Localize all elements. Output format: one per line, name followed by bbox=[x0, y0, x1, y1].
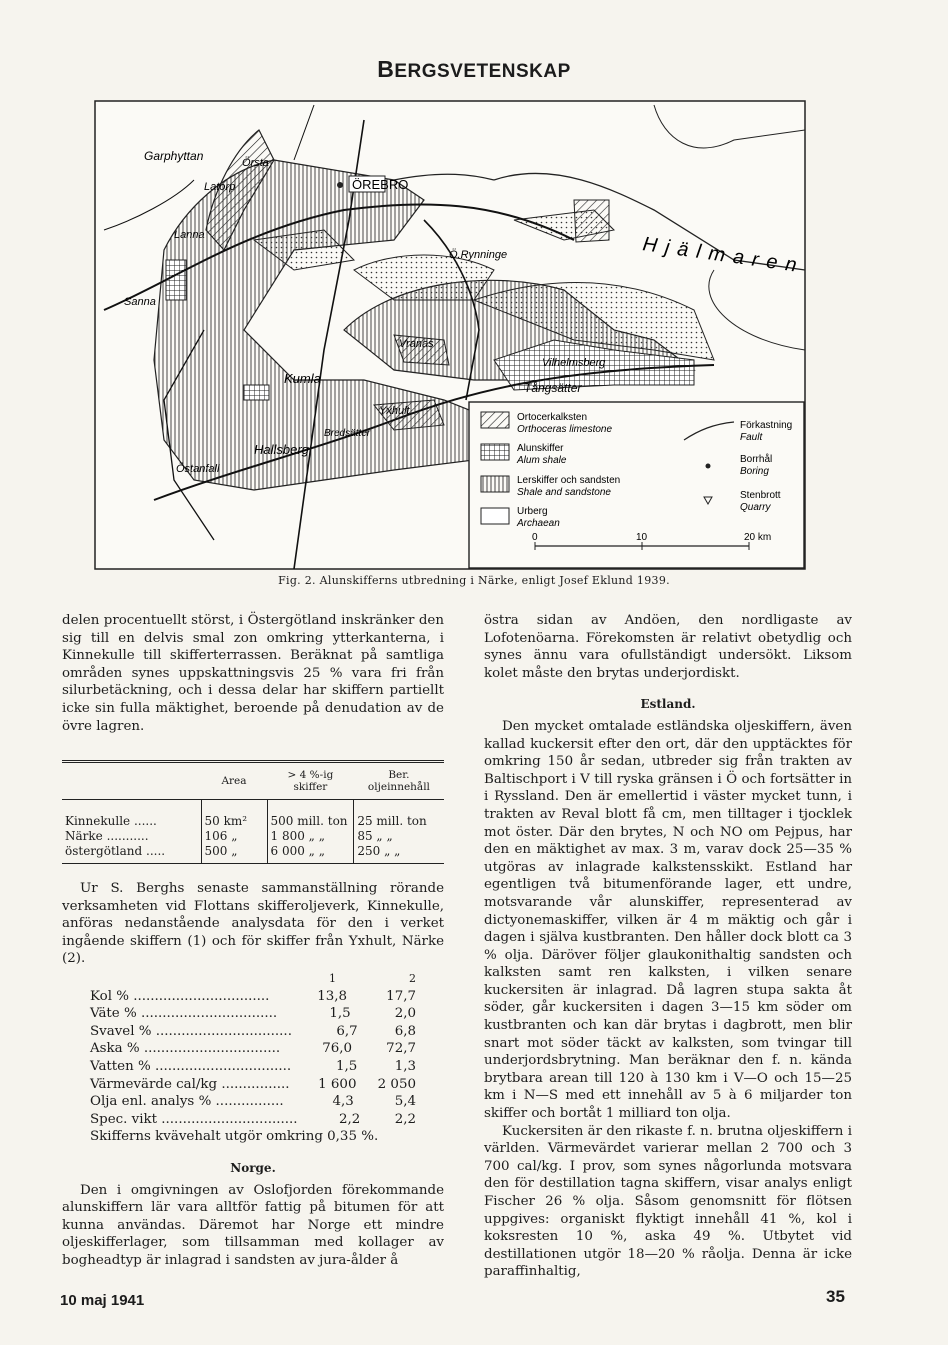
scale-20: 20 km bbox=[744, 532, 772, 543]
map-figure bbox=[94, 100, 806, 570]
map-label-sanna: Sanna bbox=[124, 296, 156, 308]
left-paragraph-2: Ur S. Berghs senaste sammanställning rörande verksamheten vid Flottans skifferoljeverk, Kinnekulle, anföras nedanstående analysdata för den i verket ingående skiffern (1) och för skiffer från Yxhult, Närke (2). bbox=[62, 881, 444, 967]
figure-caption: Fig. 2. Alunskifferns utbredning i Närke, enligt Josef Eklund 1939. bbox=[278, 574, 670, 587]
row-area: 500 „ bbox=[201, 844, 267, 864]
analysis-note: Skifferns kvävehalt utgör omkring 0,35 %. bbox=[90, 1129, 379, 1145]
map-label-o-rynninge: Ö.Rynninge bbox=[449, 249, 508, 261]
scale-10: 10 bbox=[636, 532, 648, 543]
analysis-row: Väte % ................................ 1,5 2,0 bbox=[90, 1006, 416, 1022]
legend-alun-sv: Alunskiffer bbox=[517, 443, 564, 454]
row-name: Kinnekulle ...... bbox=[65, 814, 157, 828]
legend-swatch-orthoceras bbox=[481, 412, 509, 428]
map-label-garphyttan: Garphyttan bbox=[144, 149, 204, 163]
area-table bbox=[62, 760, 444, 864]
left-column-mid bbox=[62, 880, 444, 968]
olja-col-header: Ber. oljeinnehåll bbox=[354, 762, 444, 800]
map-label-orebro: ÖREBRO bbox=[352, 177, 409, 192]
row-skiffer: 500 mill. ton bbox=[267, 800, 354, 830]
left-paragraph-1: delen procentuellt störst, i Östergötland inskränker den sig till en delvis smal zon omkring ytterkanterna, i Kinnekulle till skifferterrassen. Beräknat på samtliga områden synes uppskattningsvis 25 % vara fri från silurbetäckning, och i dessa delar har skiffern partiellt icke sin fulla mäktighet, beroende på denudation av de övre lagren. bbox=[62, 613, 444, 734]
geological-map bbox=[94, 100, 806, 570]
row-skiffer: 6 000 „ „ bbox=[267, 844, 354, 864]
row-area: 50 km² bbox=[201, 800, 267, 830]
map-label-hjalmaren: Hjälmaren bbox=[641, 233, 806, 278]
legend-lersk-en: Shale and sandstone bbox=[517, 487, 611, 498]
row-name: Närke ........... bbox=[65, 829, 149, 843]
legend-fault-sv: Förkastning bbox=[740, 420, 793, 431]
left-paragraph-3: Den i omgivningen av Oslofjorden förekommande alunskiffern lär vara alltför fattig på bitumen för att kunna användas. Däremot har Norge ett mindre oljeskifferlager, som tillsamman med kollager av bogheadtyp är inlagrad i sandsten av jura-ålder å bbox=[62, 1182, 444, 1268]
map-label-orsta: Örsta bbox=[242, 157, 269, 169]
analysis-row: Aska % ................................ 76,0 72,7 bbox=[90, 1041, 416, 1057]
analysis-row: Spec. vikt ................................ 2,2 2,2 bbox=[90, 1111, 416, 1127]
legend-swatch-archaean bbox=[481, 508, 509, 524]
legend-boring-symbol bbox=[706, 464, 711, 469]
scale-0: 0 bbox=[532, 532, 538, 543]
legend-ortoc-sv: Ortocerkalksten bbox=[517, 412, 588, 423]
left-column bbox=[62, 612, 444, 735]
row-olja: 85 „ „ bbox=[354, 829, 444, 844]
analysis-col1: 1 bbox=[329, 972, 336, 985]
map-label-vrana: Vranäs bbox=[399, 338, 434, 350]
section-heading-estland: Estland. bbox=[640, 697, 696, 712]
analysis-row: Vatten % ................................ 1,5 1,3 bbox=[90, 1058, 416, 1074]
analysis-row: Värmevärde cal/kg ................ 1 600 2 050 bbox=[90, 1076, 416, 1092]
analysis-row: Svavel % ................................ 6,7 6,8 bbox=[90, 1023, 416, 1039]
row-area: 106 „ bbox=[201, 829, 267, 844]
analysis-col2: 2 bbox=[409, 972, 416, 985]
running-header: BERGSVETENSKAP bbox=[377, 56, 571, 82]
table-row bbox=[62, 800, 444, 830]
row-olja: 25 mill. ton bbox=[354, 800, 444, 830]
row-skiffer: 1 800 „ „ bbox=[267, 829, 354, 844]
legend-fault-en: Fault bbox=[740, 432, 763, 443]
analysis-row: Olja enl. analys % ................ 4,3 5,4 bbox=[90, 1094, 416, 1110]
footer-date: 10 maj 1941 bbox=[60, 1292, 145, 1309]
map-label-vilhelmsberg: Vilhelmsberg bbox=[542, 357, 606, 369]
right-paragraph-3: Kuckersiten är den rikaste f. n. brutna oljeskiffern i världen. Värmevärdet varierar mellan 2 700 och 3 700 cal/kg. I prov, som synes någorlunda motsvara den för destillation tagna skiffern, visar analys enligt Fischer 26 % olja. Såsom genomsnitt för flötsen uppgives: organiskt flyktigt innehåll 41 %, kol i koksresten 10 %, aska 49 %. Utbytet vid destillationen utgör 18—20 % råolja. Denna är icke paraffinhaltig, bbox=[484, 1123, 852, 1280]
right-paragraph-1: östra sidan av Andöen, den nordligaste av Lofotenöarna. Förekomsten är relativt obetydlig och synes ännu vara ofullständigt undersökt. Liksom kolet måste den brytas underjordiskt. bbox=[484, 613, 852, 681]
legend-urberg-sv: Urberg bbox=[517, 506, 548, 517]
legend-boring-sv: Borrhål bbox=[740, 454, 773, 465]
legend-ortoc-en: Orthoceras limestone bbox=[517, 424, 613, 435]
map-label-tangsatter: Tångsätter bbox=[524, 381, 582, 395]
analysis-header bbox=[90, 970, 416, 988]
legend-alun-en: Alum shale bbox=[517, 455, 567, 466]
table-row bbox=[62, 829, 444, 844]
legend-urberg-en: Archaean bbox=[517, 518, 560, 529]
row-name: östergötland ..... bbox=[62, 844, 201, 864]
row-olja: 250 „ „ bbox=[354, 844, 444, 864]
skiffer-col-header: > 4 %-ig skiffer bbox=[267, 762, 354, 800]
legend-swatch-shale bbox=[481, 476, 509, 492]
map-label-latorp: Latorp bbox=[204, 181, 236, 193]
legend-quarry-en: Quarry bbox=[740, 502, 771, 513]
legend-swatch-alum bbox=[481, 444, 509, 460]
page-number: 35 bbox=[826, 1287, 845, 1306]
map-label-ostanfall: Östanfall bbox=[176, 463, 220, 475]
legend-boring-en: Boring bbox=[740, 466, 769, 477]
right-paragraph-2: Den mycket omtalade estländska oljeskiffern, även kallad kuckersit efter den ort, där den upptäcktes för omkring 150 år sedan, utbreder sig från trakten av Baltischport i V till ryska gränsen i Ö och fortsätter in i Ryssland. Den är emellertid i väster mycket tunn, i trakten av Reval blott få cm, men tilltager i tjocklek mot öster. Där den brytes, N och NO om Pejpus, har den en mäktighet av max. 3 m, varav dock 25—35 % utgöras av inlagrade kalkstensskikt. Estland har egentligen två bitumenförande lager, ett undre, motsvarande vår alunskiffer, representerad av dictyonemaskiffer, vilken är 4 m mäktig och går i dagen i själva kustbranten. Den håller dock blott ca 3 % olja. Däröver följer glaukonithaltig sandsten och kalksten samt ren kalksten, i vilken senare kuckersiten är inlagrad. Då lagren stupa sakta åt söder, går kuckersiten i dagen 3—15 km söder om kustbranten och kan där brytas i dagbrott, men blir snart mot söder täckt av kalksten, som tvingar till underjordsbrytning. Man beräknar den f. n. kända brytbara arean till 120 à 130 km i V—O och 15—25 km i N—S med ett innehåll av 5 à 6 miljarder ton skiffer och bortåt 1 milliard ton olja. bbox=[484, 718, 852, 1122]
legend-quarry-sv: Stenbrott bbox=[740, 490, 781, 501]
area-col-header: Area bbox=[201, 762, 267, 800]
left-column-bottom bbox=[62, 1160, 444, 1270]
section-heading-norge: Norge. bbox=[230, 1161, 276, 1175]
map-label-bredsatter: Bredsätter bbox=[324, 428, 371, 439]
right-column bbox=[484, 612, 852, 1281]
map-label-lanna: Lanna bbox=[174, 229, 205, 241]
legend-lersk-sv: Lerskiffer och sandsten bbox=[517, 475, 621, 486]
map-label-kumla: Kumla bbox=[284, 371, 321, 386]
analysis-row: Kol % ................................ 13,8 17,7 bbox=[90, 988, 416, 1004]
map-label-yxhult: Yxhult bbox=[379, 405, 410, 417]
table-row bbox=[62, 844, 444, 864]
analysis-table bbox=[90, 970, 416, 1146]
map-label-hallsberg: Hallsberg bbox=[254, 442, 309, 457]
